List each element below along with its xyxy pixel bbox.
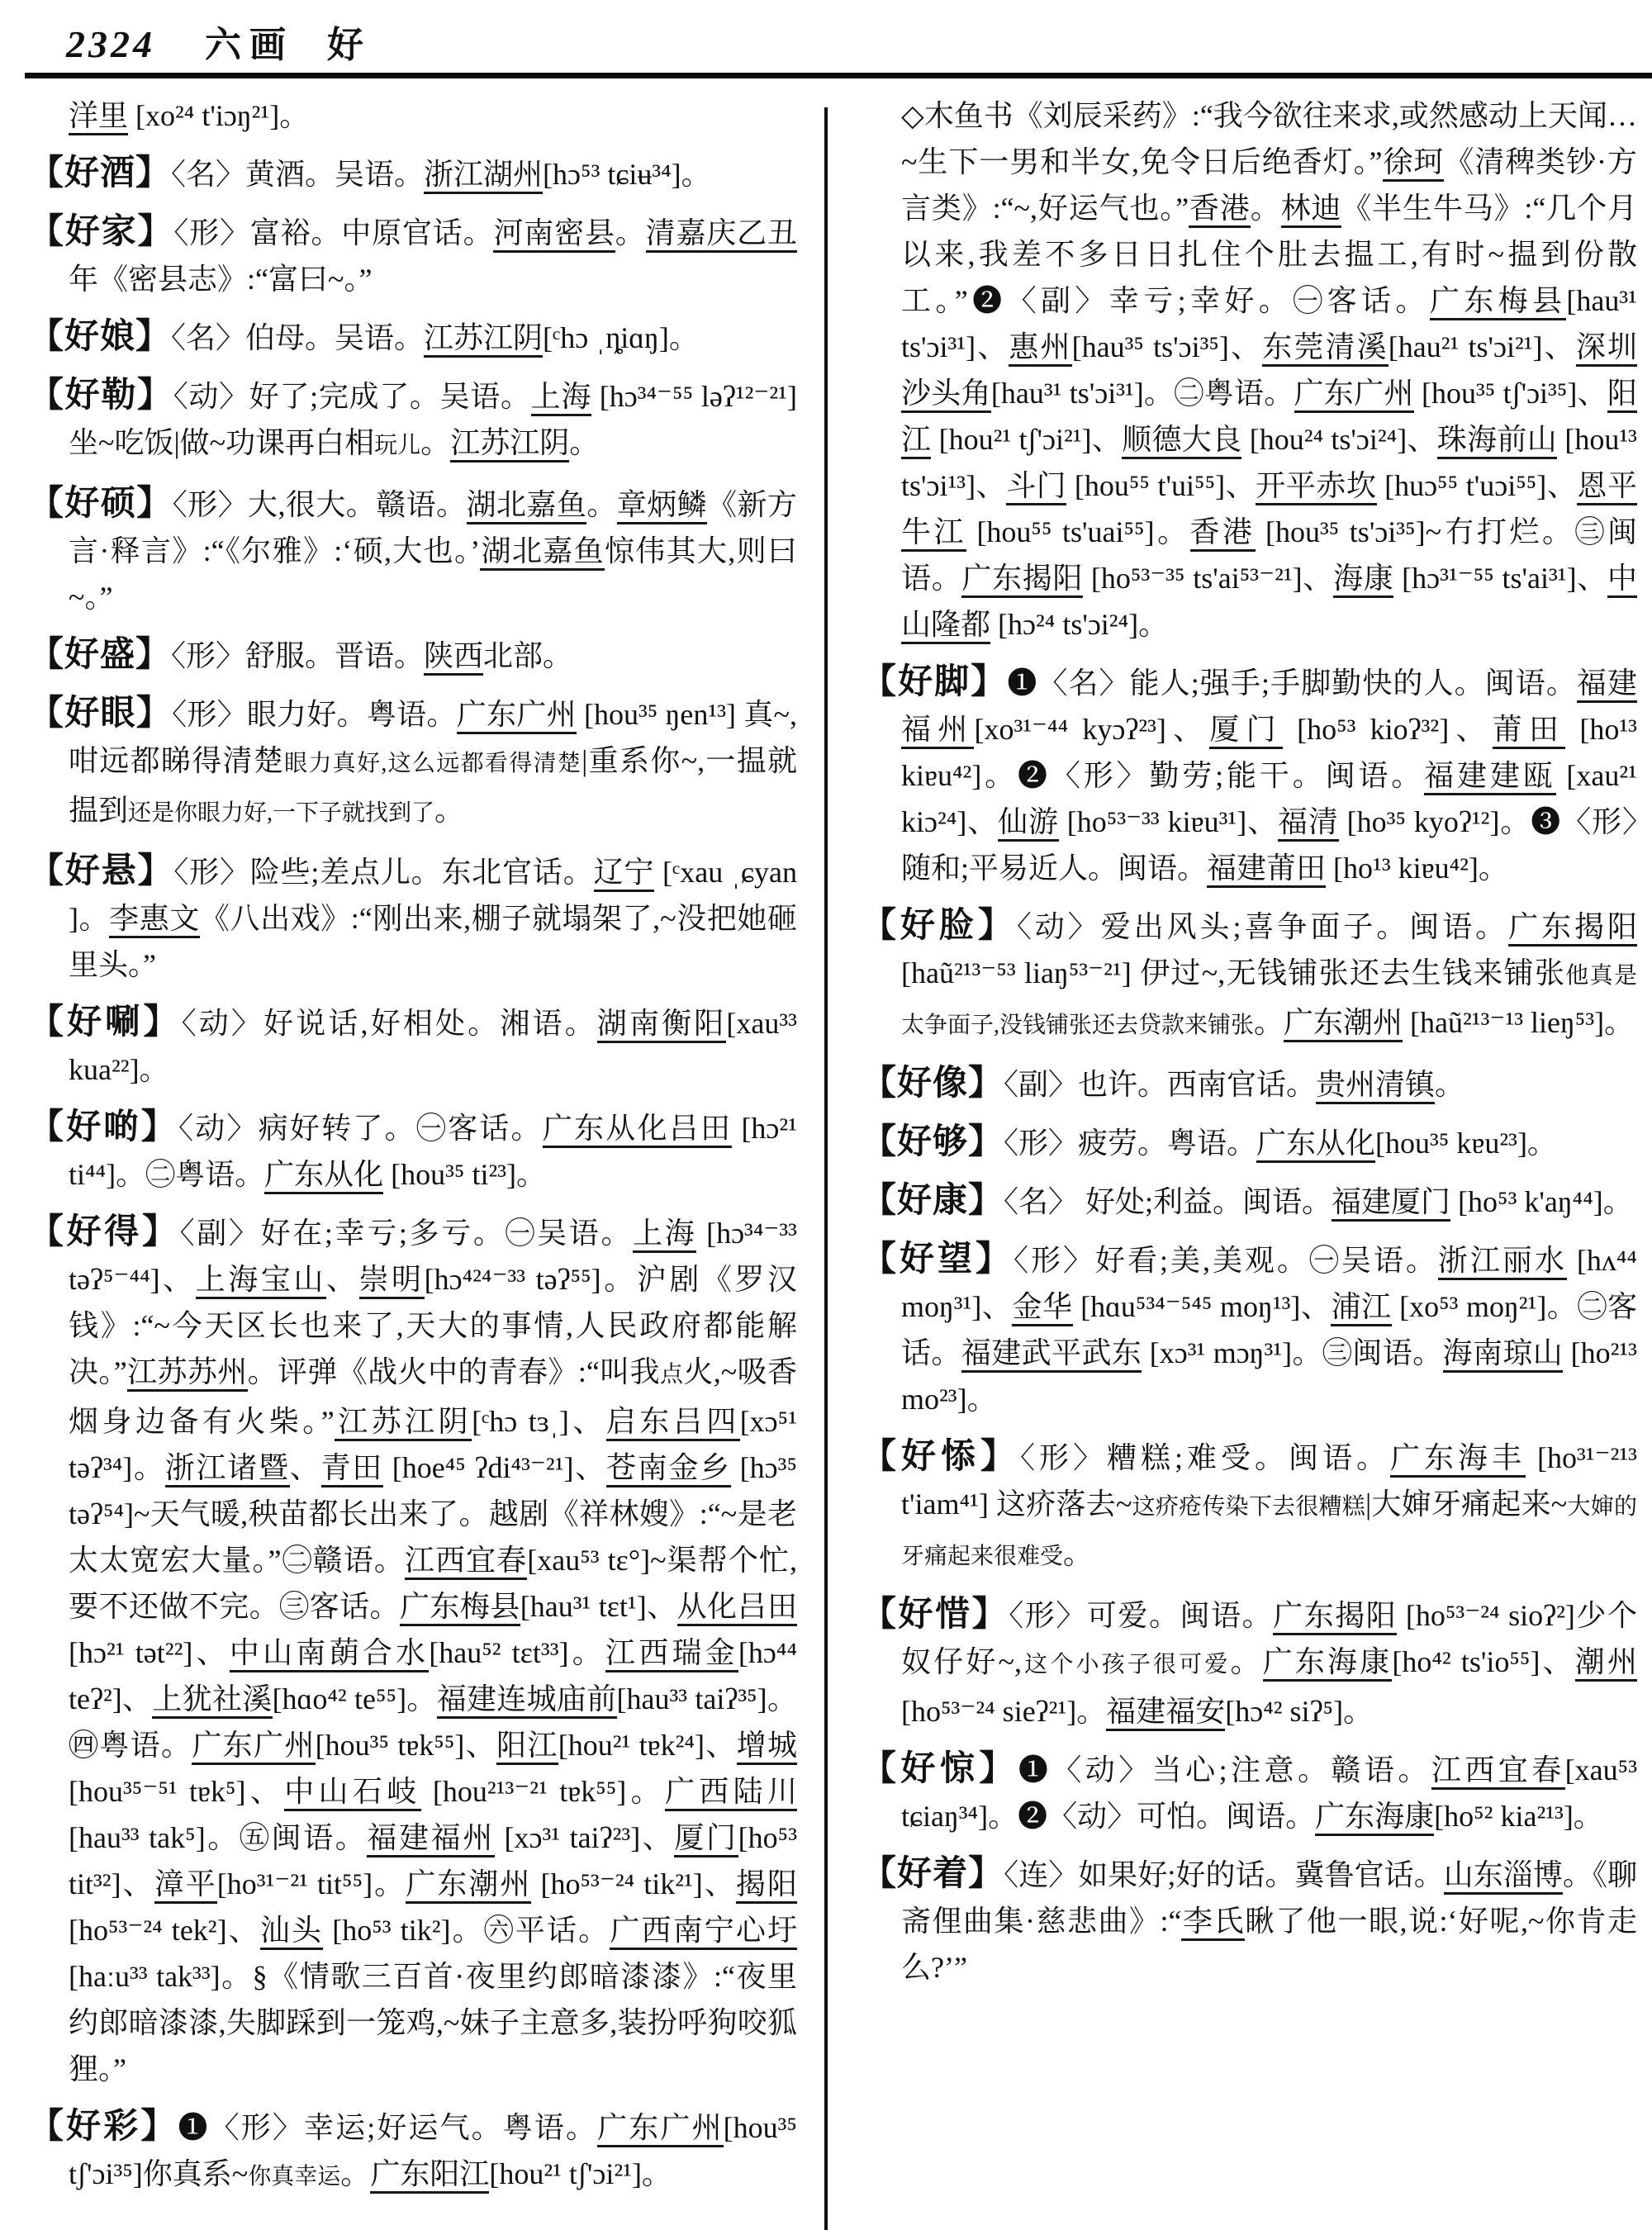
dictionary-entry [29,632,797,679]
dictionary-entry [862,1178,1637,1225]
entry-text: 。 [434,794,465,827]
entry-text: [hɔ³⁴⁻³³ təʔ⁵⁻⁴⁴]、 [69,1217,797,1296]
entry-text: 、 [289,1451,321,1484]
entry-text: 。 [1435,1068,1465,1101]
entry-text: [hau³¹ tɛt¹]、 [520,1590,677,1623]
entry-text: [hɔ²¹ ti⁴⁴]。㊁粤语。 [69,1112,797,1191]
place-name: 陕西 [424,639,483,676]
place-name: 章炳鳞 [617,488,707,524]
entry-headword: 【好家】 [29,213,174,251]
place-name: 香港 [1190,515,1256,552]
place-name: 广东广州 [192,1729,315,1765]
gloss-small-text: 他真是太争面子,没钱铺张还去贷款来铺张 [901,963,1637,1038]
place-name: 海康 [1333,562,1393,598]
entry-text: 〈动〉爱出风头;喜争面子。闽语。 [1016,910,1509,943]
entry-text: 。 [1063,1537,1094,1570]
dictionary-entry [862,1119,1637,1166]
place-name: 浙江诸暨 [165,1451,290,1487]
entry-text: [xau²¹ kiɔ²⁴]、 [901,759,1637,838]
entry-text: ❶〈名〉能人;强手;手脚勤快的人。闽语。 [1007,667,1577,700]
entry-text: [ᶜhɔ tɜˌ]、 [472,1405,606,1438]
dictionary-entry [29,209,797,302]
entry-text: 〈形〉险些;差点儿。东北官话。 [173,856,594,889]
place-name: 中山南蓢合水 [230,1636,429,1672]
place-name: 湖北嘉鱼 [467,488,587,524]
entry-text: 。 [1250,192,1281,225]
entry-headword: 【好酒】 [29,154,172,192]
entry-text: [ho⁵³⁻³⁵ ts'ai⁵³⁻²¹]、 [1083,562,1334,595]
entry-text: 〈形〉舒服。晋语。 [171,639,425,672]
entry-headword: 【好悿】 [862,1438,1020,1476]
right-column [862,93,1637,2230]
entry-text: [ho⁵³⁻²⁴ tik²¹]、 [531,1867,736,1900]
place-name: 广东从化 [1256,1127,1375,1163]
dictionary-entry [29,1104,797,1198]
entry-text: 〈名〉伯母。吴语。 [171,321,425,354]
entry-headword: 【好惊】 [862,1750,1018,1788]
entry-headword: 【好勒】 [29,377,173,415]
entry-text: ◇木鱼书《刘辰采药》:“我今欲往来求,或然感动上天闻…~生下一男和半女,免令日后绝香灯。” [901,99,1637,178]
place-name: 福建连城庙前 [437,1682,617,1719]
place-name: 海南琼山 [1443,1336,1564,1373]
place-name: 湖南衡阳 [597,1007,727,1043]
place-name: 上犹社溪 [152,1682,272,1719]
entry-text: [hɔ⁴²⁴⁻³³ təʔ⁵⁵]。沪剧《罗汉钱》:“~今天区长也来了,天大的事情,人民政府都能解决。” [69,1263,797,1388]
place-name: 福建武平武东 [961,1336,1142,1373]
entry-text: [hʌ⁴⁴ moŋ³¹]、 [901,1244,1637,1323]
place-name: 开平赤坎 [1256,469,1376,505]
entry-text: |重系你~,一揾就揾到 [69,744,797,827]
entry-text: [hau⁵² tɛt³³]。 [429,1636,605,1669]
gloss-small-text: 大婶的牙痛起来很难受 [901,1494,1637,1569]
entry-text: [ᶜhɔ ˌȵiɑŋ]。 [543,321,699,354]
entry-headword: 【好悬】 [29,852,174,890]
place-name: 福建厦门 [1332,1185,1450,1222]
entry-text: 〈副〉好在;幸亏;多亏。㊀吴语。 [179,1217,634,1250]
place-name: 上海 [531,380,591,416]
place-name: 江苏江阴 [335,1405,472,1441]
place-name: 广东广州 [597,2111,723,2147]
head-character: 好 [327,25,363,65]
header-rule [25,73,1652,78]
place-name: 广东从化吕田 [543,1112,732,1148]
entry-text: [hou³⁵ ts'ɔi³⁵]~冇打烂。㊂闽语。 [901,515,1637,595]
place-name: 浙江丽水 [1438,1244,1567,1280]
entry-text: [hau²¹ ts'ɔi²¹]、 [1388,330,1576,363]
dictionary-entry [29,1209,797,2092]
entry-text: [hou²¹³⁻²¹ tɐk⁵⁵]。 [420,1775,665,1808]
entry-text: ❶〈动〉当心;注意。赣语。 [1018,1753,1431,1786]
entry-text: [hɑo⁴² te⁵⁵]。 [272,1682,437,1715]
place-name: 广西南宁心圩 [610,1914,797,1950]
dictionary-entry [29,314,797,361]
left-column [29,93,797,2230]
entry-text: [hou²⁴ ts'ɔi²⁴]、 [1241,423,1437,456]
text-columns [29,93,1637,2230]
dictionary-entry [862,903,1637,1049]
entry-text: [ho⁵³ k'aŋ⁴⁴]。 [1450,1185,1633,1218]
gloss-small-text: 你真幸运 [248,2164,341,2190]
entry-text: [hou¹³ ts'ɔi¹³]、 [901,423,1637,502]
place-name: 厦门 [674,1821,738,1858]
entry-text: [hau³³ tak⁵]。㊄闽语。 [69,1821,368,1854]
place-name: 广东梅县 [1430,284,1567,320]
place-name: 福建福安 [1106,1695,1225,1731]
place-name: 李氏 [1181,1905,1245,1941]
entry-headword: 【好望】 [862,1241,1014,1279]
place-name: 福清 [1278,805,1339,842]
entry-text: [ho¹³ kiɐu⁴²]。 [1326,852,1508,885]
place-name: 辽宁 [594,856,655,892]
page-header [66,15,363,68]
gloss-small-text: 还是你眼力好,一下子就找到了 [128,800,435,826]
entry-text: 〈形〉眼力好。粤语。 [172,698,457,731]
place-name: 恩平牛江 [901,469,1637,552]
entry-text: [xau⁵³ tɛ°]~渠帮个忙,要不还做不完。㊂客话。 [69,1544,797,1623]
place-name: 上海宝山 [196,1263,326,1299]
entry-text: [xo²⁴ t'iɔŋ²¹]。 [128,99,310,132]
entry-headword: 【好娘】 [29,318,172,356]
place-name: 广东潮州 [1284,1006,1403,1042]
place-name: 斗门 [1006,469,1066,505]
entry-text: 〈形〉大,很大。赣语。 [172,488,467,521]
entry-text: [hɔ⁴⁴ teʔ²]、 [69,1636,797,1715]
entry-text: 。 [420,426,451,459]
place-name: 福建建瓯 [1424,759,1555,795]
place-name: 启东吕四 [606,1405,740,1441]
entry-headword: 【好脸】 [862,907,1017,945]
dictionary-entry [862,93,1637,648]
place-name: 江苏苏州 [127,1355,248,1392]
place-name: 山东淄博 [1444,1858,1563,1895]
entry-text: [haũ²¹³⁻¹³ lieŋ⁵³]。 [1403,1006,1635,1039]
entry-text: 。 [569,426,600,459]
entry-text: [hou²¹ tɐk²⁴]、 [558,1729,737,1762]
entry-headword: 【好够】 [862,1123,1004,1161]
entry-text: [hɑu⁵³⁴⁻⁵⁴⁵ moŋ¹³]、 [1072,1290,1332,1323]
place-name: 阳江 [901,377,1637,459]
place-name: 香港 [1189,192,1251,228]
entry-text: [ho³⁵ kyoʔ¹²]。❸〈形〉随和;平易近人。闽语。 [901,805,1637,885]
dictionary-entry [862,1236,1637,1422]
entry-text: 年《密县志》:“富曰~。” [69,263,373,296]
entry-text: [hɔ³¹⁻⁵⁵ ts'ai³¹]、 [1393,562,1607,595]
entry-text: [ho³¹⁻²¹ tit⁵⁵]。 [216,1867,406,1900]
entry-headword: 【好啲】 [29,1108,178,1146]
entry-text: [xɔ³¹ taiʔ²³]、 [494,1821,675,1854]
entry-text: [hou³⁵ ti²³]。 [383,1158,547,1191]
place-name: 汕头 [260,1914,323,1950]
place-name: 仙游 [998,805,1059,842]
entry-text: [hɔ³⁵ təʔ⁵⁴]~天气暖,秧苗都长出来了。越剧《祥林嫂》:“~是老太太宽宏大量。”㊁赣语。 [69,1451,797,1577]
place-name: 江西宜春 [1431,1753,1565,1790]
entry-text: 《新方言·释言》:“《尔雅》:‘硕,大也。’ [69,488,797,567]
place-name: 阳江 [496,1729,558,1765]
entry-text: [ho³¹⁻²¹³ t'iam⁴¹] 这疥落去~ [901,1441,1637,1521]
entry-headword: 【好像】 [862,1065,1004,1103]
place-name: 崇明 [359,1263,425,1299]
dictionary-entry [29,93,797,139]
entry-text: [ho⁵³ tik²]。㊅平话。 [323,1914,610,1947]
place-name: 苍南金乡 [606,1451,731,1487]
place-name: 中山石岐 [284,1775,420,1811]
gloss-small-text: 这个小孩子很可爱 [1021,1652,1231,1677]
entry-text: [hou³⁵ tɐk⁵⁵]、 [315,1729,497,1762]
entry-headword: 【好得】 [29,1213,180,1251]
entry-text: [ho⁵³⁻²⁴ sioʔ²]少个奴仔好~, [901,1599,1637,1678]
place-name: 广东梅县 [400,1590,520,1626]
place-name: 广东广州 [457,698,577,734]
gloss-small-text: 这疥疮传染下去很糟糕 [1132,1494,1365,1520]
place-name: 揭阳 [736,1867,797,1904]
dictionary-entry [29,2104,797,2200]
place-name: 广西陆川 [665,1775,797,1811]
entry-text: 〈名〉 好处;利益。闽语。 [1004,1185,1332,1218]
entry-text: [hɔ²¹ tət²²]、 [69,1636,230,1669]
dictionary-entry [29,690,797,837]
entry-text: [xau⁵³ tɕiaŋ³⁴]。❷〈动〉可怕。闽语。 [901,1753,1637,1833]
entry-text: 〈形〉疲劳。粤语。 [1004,1127,1257,1160]
entry-text: [xo³¹⁻⁴⁴ kyɔʔ²³]、 [974,713,1210,746]
entry-text: 《清稗类钞·方言类》:“~,好运气也。” [901,145,1637,225]
entry-text: [ho⁵³⁻²⁴ tek²]、 [69,1914,260,1947]
entry-headword: 【好盛】 [29,636,172,674]
entry-text: [haũ²¹³⁻⁵³ liaŋ⁵³⁻²¹] 伊过~,无钱铺张还去生钱来铺张 [901,956,1566,989]
entry-text: [hɔ²⁴ ts'ɔi²⁴]。 [990,608,1169,641]
gloss-small-text: 点 [659,1362,684,1388]
entry-text: 〈形〉糟糕;难受。闽语。 [1020,1441,1390,1474]
entry-headword: 【好惜】 [862,1596,1009,1634]
entry-text: 〈形〉好看;美,美观。㊀吴语。 [1013,1244,1438,1277]
place-name: 徐珂 [1383,145,1445,182]
entry-text: 《八出戏》:“刚出来,棚子就塌架了,~没把她砸里头。” [69,902,797,981]
place-name: 惠州 [1009,330,1071,367]
entry-text: [hou⁵⁵ t'ui⁵⁵]、 [1066,469,1256,502]
place-name: 广东阳江 [370,2157,489,2194]
entry-text: 。 [340,2157,371,2190]
entry-text: [ho⁵³ kioʔ³²]、 [1282,713,1493,746]
place-name: 浦江 [1331,1290,1391,1326]
entry-text: [xɔ³¹ mɔŋ³¹]。㊂闽语。 [1142,1336,1443,1369]
gloss-small-text: 眼力真好,这么远都看得清楚 [284,751,582,776]
place-name: 广东揭阳 [1508,910,1637,947]
place-name: 金华 [1012,1290,1072,1326]
entry-text: |大婶牙痛起来~ [1365,1487,1568,1521]
place-name: 李惠文 [109,902,200,938]
entry-text: 〈动〉病好转了。㊀客话。 [178,1112,543,1145]
place-name: 广东从化 [264,1158,383,1194]
entry-text: 火,~吸香烟身边备有火柴。” [69,1355,797,1438]
entry-text: [hou⁵⁵ ts'uai⁵⁵]。 [966,515,1190,548]
place-name: 广东广州 [1294,377,1414,413]
entry-headword: 【好唰】 [29,1004,182,1041]
dictionary-entry [29,481,797,620]
entry-text: [hɔ⁵³ tɕiʉ³⁴]。 [543,158,711,191]
entry-text: [haːu³³ tak³³]。§《情歌三百首·夜里约郎暗漆漆》:“夜里约郎暗漆漆,失脚踩到一笼鸡,~妹子主意多,装扮呼狗咬狐狸。” [69,1960,797,2085]
entry-text: [hou³⁵⁻⁵¹ tɐk⁵]、 [69,1775,285,1808]
entry-text: [huɔ⁵⁵ t'uɔi⁵⁵]、 [1376,469,1578,502]
place-name: 深圳沙头角 [901,330,1637,413]
entry-headword: 【好脚】 [862,663,1008,701]
entry-headword: 【好硕】 [29,485,173,523]
entry-text: [ho⁴² ts'io⁵⁵]、 [1392,1645,1575,1678]
entry-text: 〈动〉好说话,好相处。湘语。 [181,1007,597,1040]
place-name: 福建福州 [367,1821,494,1858]
entry-text: [hau³¹ ts'ɔi³¹]。㊁粤语。 [990,377,1294,410]
place-name: 珠海前山 [1437,423,1557,459]
entry-text: 〈形〉富裕。中原官话。 [173,216,494,249]
entry-text: [xau³³ kua²²]。 [69,1007,797,1086]
entry-headword: 【好着】 [862,1855,1004,1893]
place-name: 福建福州 [901,667,1637,749]
entry-text: 。《聊斋俚曲集·慈悲曲》:“ [901,1858,1637,1938]
entry-text: [ho⁵² kia²¹³]。 [1434,1800,1603,1833]
place-name: 广东海康 [1315,1800,1434,1836]
place-name: 广东潮州 [406,1867,531,1904]
place-name: 河南密县 [493,216,615,253]
entry-text: 北部。 [483,639,573,672]
dictionary-entry [862,1746,1637,1839]
place-name: 上海 [633,1217,696,1253]
place-name: 漳平 [154,1867,217,1904]
stroke-section-label: 六画 [205,25,294,65]
entry-text: [ᶜxau ˌɕyan ]。 [69,856,797,935]
place-name: 江西瑞金 [605,1636,738,1672]
entry-text: 瞅了他一眼,说:‘好呢,~你肯走么?’” [901,1905,1637,1984]
entry-text: 。评弹《战火中的青春》:“叫我 [247,1355,660,1388]
entry-text: 惊伟其大,则曰~。” [69,534,797,614]
entry-text: [hou³⁵ tʃ'ɔi³⁵]你真系~ [69,2111,797,2190]
entry-text: [xo⁵³ moŋ²¹]。㊁客话。 [901,1290,1637,1369]
dictionary-entry [862,1060,1637,1108]
entry-text: [xɔ⁵¹ təʔ³⁴]。 [69,1405,797,1484]
dictionary-entry [29,999,797,1093]
place-name: 青田 [321,1451,384,1487]
entry-text: [hoe⁴⁵ ʔdi⁴³⁻²¹]、 [383,1451,606,1484]
place-name: 从化吕田 [677,1590,797,1626]
dictionary-entry [862,1434,1637,1580]
column-divider [824,107,828,2230]
gloss-small-text: 玩儿 [374,433,421,458]
entry-text: [ho¹³ kiɐu⁴²]。❷〈形〉勤劳;能干。闽语。 [901,713,1637,792]
entry-text: [hou³⁵ tʃ'ɔi³⁵]、 [1413,377,1607,410]
place-name: 莆田 [1493,713,1565,749]
entry-headword: 【好康】 [862,1182,1004,1220]
place-name: 潮州 [1575,1645,1637,1682]
place-name: 贵州清镇 [1316,1068,1435,1104]
place-name: 厦门 [1209,713,1282,749]
entry-text: [hou²¹ tʃ'ɔi²¹]。 [489,2157,672,2190]
place-name: 中山隆都 [901,562,1637,644]
entry-text: [ho²¹³ mo²³]。 [901,1336,1637,1416]
dictionary-entry [862,659,1637,891]
place-name: 浙江湖州 [424,158,543,194]
entry-text: 〈动〉好了;完成了。吴语。 [173,380,531,413]
place-name: 广东海丰 [1390,1441,1526,1478]
place-name: 江西宜春 [405,1544,527,1580]
place-name: 广东揭阳 [1273,1599,1397,1635]
entry-text: [hau³¹ ts'ɔi³¹]、 [901,284,1637,363]
entry-text: 。 [1254,1006,1284,1039]
dictionary-entry [29,372,797,469]
entry-text: 〈副〉也许。西南官话。 [1004,1068,1317,1101]
place-name: 林迪 [1281,192,1342,228]
place-name: 清嘉庆乙丑 [646,216,797,253]
entry-text: 。 [1230,1645,1263,1678]
place-name: 湖北嘉鱼 [480,534,605,571]
page-number: 2324 [66,23,155,65]
dictionary-entry [29,150,797,197]
entry-text: [hou³⁵ kɐu²³]。 [1375,1127,1557,1160]
entry-text: [hou²¹ tʃ'ɔi²¹]、 [931,423,1123,456]
place-name: 江苏江阴 [424,321,543,358]
place-name: 广东揭阳 [961,562,1083,598]
place-name: 东莞清溪 [1262,330,1389,367]
place-name: 福建莆田 [1207,852,1326,888]
entry-text: [ho⁵³⁻³³ kiɐu³¹]、 [1058,805,1278,838]
place-name: 广东海康 [1263,1645,1393,1682]
dictionary-entry [862,1592,1637,1734]
place-name: 增城 [737,1729,797,1765]
entry-text: [hɔ⁴² siʔ⁵]。 [1225,1695,1374,1728]
entry-text: 、 [325,1263,359,1296]
place-name: 顺德大良 [1122,423,1241,459]
entry-text: [hau³⁵ ts'ɔi³⁵]、 [1071,330,1263,363]
entry-text: 《半生牛马》:“几个月以来,我差不多日日扎住个肚去揾工,有时~揾到份散工。”❷〈副〉幸亏;幸好。㊀客话。 [901,192,1637,317]
entry-text: 〈形〉可爱。闽语。 [1009,1599,1274,1632]
entry-text: 。 [586,488,617,521]
dictionary-entry [862,1851,1637,1990]
place-name: 江苏江阴 [450,426,569,463]
entry-text: [hau³³ taiʔ³⁵]。㊃粤语。 [69,1682,797,1762]
entry-text: [ho⁵³⁻²⁴ sieʔ²¹]。 [901,1695,1107,1728]
place-name: 洋里 [69,99,128,135]
dictionary-entry [29,848,797,988]
entry-text: 〈名〉黄酒。吴语。 [171,158,425,191]
entry-headword: 【好眼】 [29,695,173,733]
entry-text: ❶〈形〉幸运;好运气。粤语。 [178,2111,598,2144]
entry-text: [hɔ³⁴⁻⁵⁵ ləʔ¹²⁻²¹]坐~吃饭|做~功课再白相 [69,380,797,459]
entry-text: [hou³⁵ ŋen¹³] 真~,咁远都睇得清楚 [69,698,797,777]
entry-text: 〈连〉如果好;好的话。冀鲁官话。 [1004,1858,1444,1891]
entry-text: [ho⁵³ tit³²]、 [69,1821,797,1900]
entry-headword: 【好彩】 [29,2108,178,2146]
entry-text: 。 [615,216,646,249]
